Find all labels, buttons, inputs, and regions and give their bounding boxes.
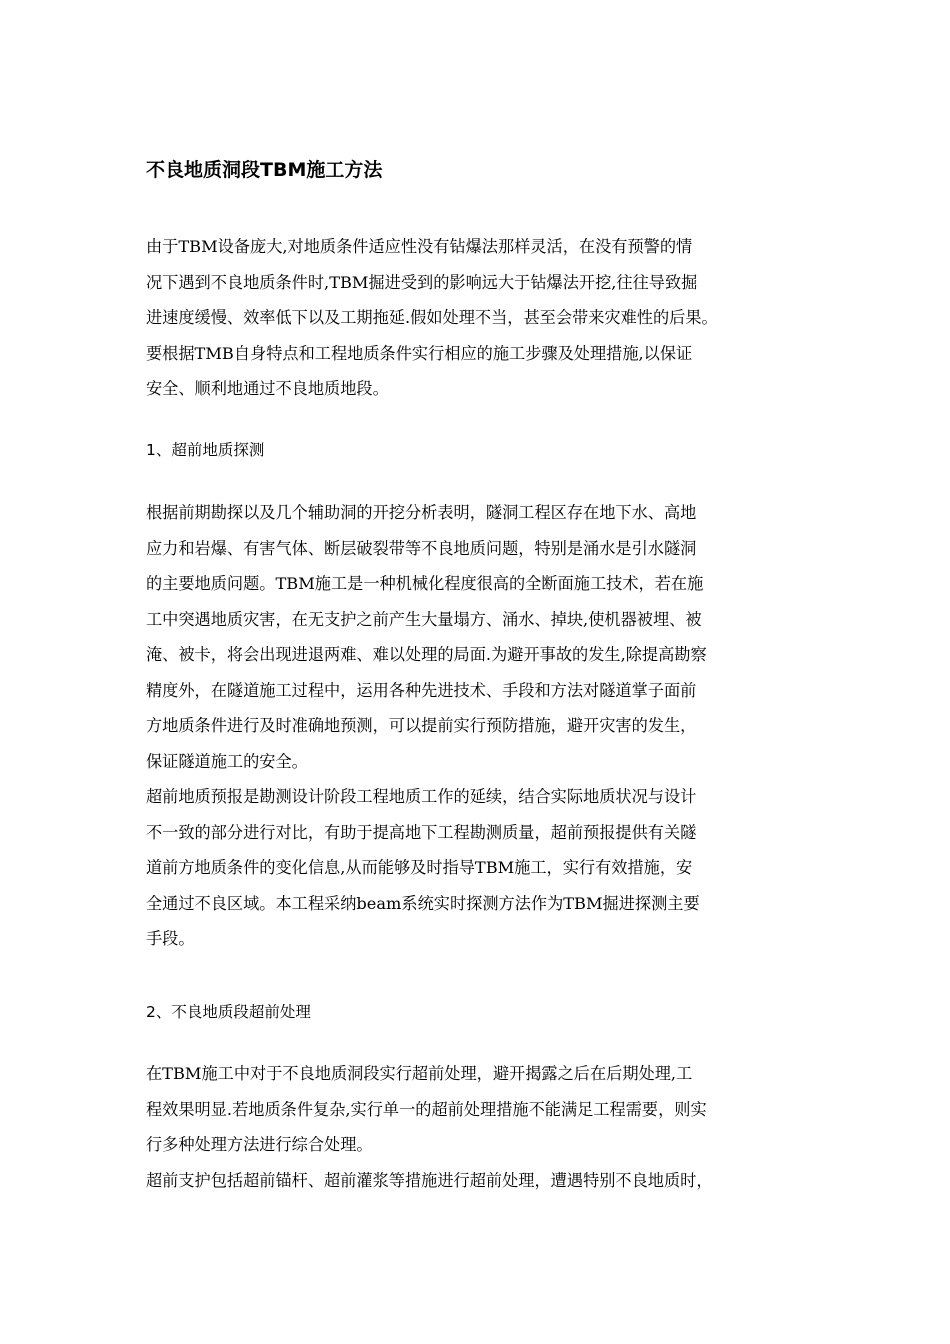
text-line: 在TBM施工中对于不良地质洞段实行超前处理，避开揭露之后在后期处理,工 bbox=[146, 1064, 693, 1083]
text-line: 全通过不良区域。本工程采纳beam系统实时探测方法作为TBM掘进探测主要 bbox=[146, 893, 700, 913]
intro-paragraph bbox=[146, 229, 718, 407]
text-line: 程效果明显.若地质条件复杂,实行单一的超前处理措施不能满足工程需要，则实 bbox=[146, 1099, 707, 1119]
text-line: 进速度缓慢、效率低下以及工期拖延.假如处理不当，甚至会带来灾难性的后果。 bbox=[146, 308, 718, 327]
section-2-paragraph-1 bbox=[146, 1056, 707, 1163]
text-line: 由于TBM设备庞大,对地质条件适应性没有钻爆法那样灵活，在没有预警的情 bbox=[146, 237, 693, 256]
text-line: 方地质条件进行及时准确地预测，可以提前实行预防措施，避开灾害的发生， bbox=[146, 716, 697, 735]
text-line: 的主要地质问题。TBM施工是一种机械化程度很高的全断面施工技术，若在施 bbox=[146, 574, 704, 593]
text-line: 保证隧道施工的安全。 bbox=[146, 751, 308, 771]
section-1-paragraph-1 bbox=[146, 495, 707, 779]
section-2-paragraph-2 bbox=[146, 1163, 713, 1199]
text-line: 超前地质预报是勘测设计阶段工程地质工作的延续，结合实际地质状况与设计 bbox=[146, 787, 697, 806]
section-1-paragraph-2 bbox=[146, 779, 700, 957]
text-line: 精度外，在隧道施工过程中，运用各种先进技术、手段和方法对隧道掌子面前 bbox=[146, 680, 697, 700]
text-line: 应力和岩爆、有害气体、断层破裂带等不良地质问题，特别是涌水是引水隧洞 bbox=[146, 538, 697, 558]
document-title: 不良地质洞段TBM施工方法 bbox=[146, 159, 383, 181]
text-line: 淹、被卡，将会出现进退两难、难以处理的局面.为避开事故的发生,除提高勘察 bbox=[146, 645, 707, 664]
text-line: 道前方地质条件的变化信息,从而能够及时指导TBM施工，实行有效措施，安 bbox=[146, 858, 693, 877]
text-line: 不一致的部分进行对比，有助于提高地下工程勘测质量，超前预报提供有关隧 bbox=[146, 822, 697, 842]
text-line: 根据前期勘探以及几个辅助洞的开挖分析表明，隧洞工程区存在地下水、高地 bbox=[146, 503, 697, 522]
text-line: 况下遇到不良地质条件时,TBM掘进受到的影响远大于钻爆法开挖,往往导致掘 bbox=[146, 272, 698, 292]
text-line: 手段。 bbox=[146, 929, 195, 948]
text-line: 行多种处理方法进行综合处理。 bbox=[146, 1135, 373, 1154]
section-1-heading: 1、超前地质探测 bbox=[146, 441, 265, 459]
section-2-heading: 2、不良地质段超前处理 bbox=[146, 1003, 311, 1021]
text-line: 工中突遇地质灾害，在无支护之前产生大量塌方、涌水、掉块,使机器被埋、被 bbox=[146, 609, 702, 629]
text-line: 超前支护包括超前锚杆、超前灌浆等措施进行超前处理，遭遇特别不良地质时， bbox=[146, 1171, 713, 1190]
text-line: 要根据TMB自身特点和工程地质条件实行相应的施工步骤及处理措施,以保证 bbox=[146, 343, 693, 363]
text-line: 安全、顺利地通过不良地质地段。 bbox=[146, 379, 389, 398]
